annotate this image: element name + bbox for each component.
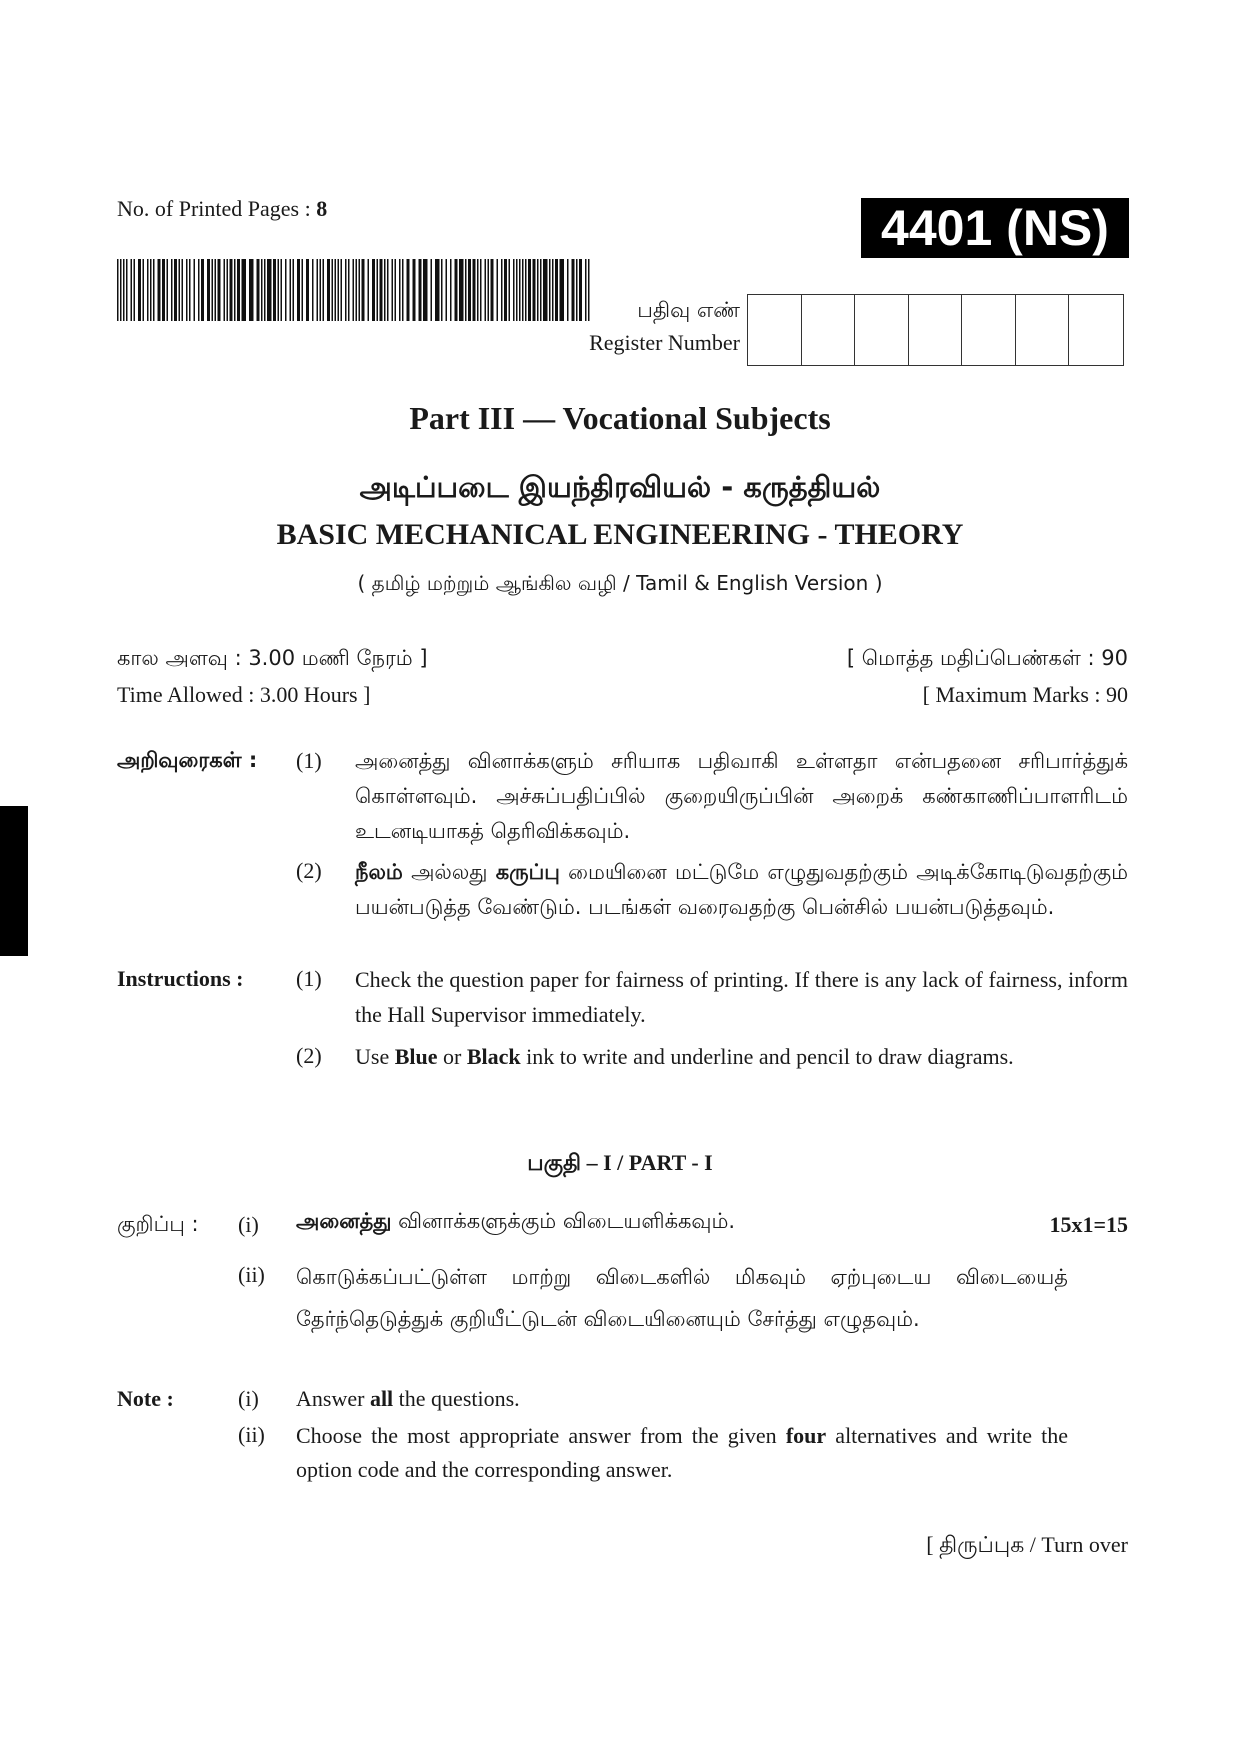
barcode-bar: [504, 259, 507, 321]
text-span: ink to write and underline and pencil to draw diagrams.: [520, 1044, 1014, 1069]
register-digit-box[interactable]: [855, 295, 909, 365]
barcode-bar: [368, 259, 370, 321]
barcode-bar: [387, 259, 389, 321]
subject-title-tamil: அடிப்படை இயந்திரவியல் - கருத்தியல்: [359, 470, 881, 504]
barcode-bar: [537, 259, 539, 321]
paper-code: 4401 (NS): [861, 198, 1129, 258]
barcode-bar: [450, 259, 452, 321]
barcode-bar: [147, 259, 149, 321]
barcode-bar: [327, 259, 330, 321]
barcode-bar: [540, 259, 542, 321]
barcode-bar: [533, 259, 536, 321]
time-allowed-tamil: கால அளவு : 3.00 மணி நேரம் ]: [117, 646, 428, 670]
barcode-bar: [522, 259, 524, 321]
barcode-bar: [281, 259, 283, 321]
barcode-bar: [143, 259, 145, 321]
barcode-bar: [399, 259, 401, 321]
barcode-bar: [549, 259, 551, 321]
text-span: Answer: [296, 1386, 370, 1411]
max-marks-english: [ Maximum Marks : 90: [922, 682, 1128, 707]
barcode-bar: [377, 259, 379, 321]
barcode-bar: [497, 259, 499, 321]
instruction-text-tamil-2: [355, 855, 1128, 925]
register-digit-box[interactable]: [802, 295, 856, 365]
note-number: (ii): [238, 1422, 265, 1447]
barcode-bar: [338, 259, 340, 321]
barcode-bar: [528, 259, 531, 321]
instruction-number: (2): [296, 1043, 322, 1068]
bold-word: Blue: [394, 1044, 438, 1069]
bold-word: கருப்பு: [495, 860, 560, 884]
barcode-bar: [395, 259, 397, 321]
barcode-bar: [162, 259, 165, 321]
barcode-bar: [332, 259, 334, 321]
barcode-bar: [126, 259, 128, 321]
register-digit-box[interactable]: [962, 295, 1016, 365]
text-span: Choose the most appropriate answer from the given: [296, 1423, 786, 1448]
barcode-bar: [509, 259, 511, 321]
instructions-label-english: Instructions :: [117, 966, 244, 991]
time-allowed-english: Time Allowed : 3.00 Hours ]: [117, 682, 371, 707]
barcode-bar: [392, 259, 394, 321]
barcode-bar: [356, 259, 358, 321]
register-digit-box[interactable]: [909, 295, 963, 365]
barcode-bar: [302, 259, 304, 321]
barcode-bar: [320, 259, 322, 321]
note-label-english: Note :: [117, 1386, 174, 1411]
printed-pages-count: 8: [316, 196, 328, 221]
part-heading-text: பகுதி – I / PART - I: [527, 1150, 713, 1175]
barcode-bar: [224, 259, 226, 321]
barcode-bar: [353, 259, 355, 321]
register-digit-box[interactable]: [1016, 295, 1070, 365]
barcode-bar: [194, 259, 196, 321]
barcode-bar: [249, 259, 254, 321]
barcode-bar: [230, 259, 233, 321]
barcode-bar: [171, 259, 173, 321]
bold-word: Black: [466, 1044, 521, 1069]
barcode-bar: [431, 259, 433, 321]
barcode-bar: [218, 259, 221, 321]
bold-word: four: [785, 1423, 827, 1448]
barcode-bar: [306, 259, 309, 321]
text-span: the questions.: [393, 1386, 520, 1411]
register-label-english: Register Number: [589, 330, 740, 355]
barcode-bar: [290, 259, 292, 321]
barcode-bar: [201, 259, 204, 321]
barcode-bar: [212, 259, 214, 321]
barcode-bar: [312, 259, 314, 321]
barcode-bar: [261, 259, 263, 321]
barcode-bar: [186, 259, 188, 321]
barcode-bar: [179, 259, 181, 321]
barcode-bar: [543, 259, 548, 321]
instruction-number: (2): [296, 858, 322, 883]
barcode-bar: [138, 259, 141, 321]
barcode-bar: [473, 259, 476, 321]
barcode-bar: [407, 259, 410, 321]
text-span: மையினை மட்டுமே எழுதுவதற்கும் அடிக்கோடிடுவதற்கும் பயன்படுத்த வேண்டும். படங்கள் வரைவதற்கு பென்சில் பயன்படுத்தவும்.: [355, 860, 1129, 919]
version-text: ( தமிழ் மற்றும் ஆங்கில வழி / Tamil & English Version ): [357, 571, 883, 595]
barcode-bar: [362, 259, 365, 321]
barcode-bar: [123, 259, 125, 321]
barcode-bar: [174, 259, 177, 321]
barcode-bar: [480, 259, 482, 321]
note-text-english-2: [296, 1419, 1068, 1487]
register-digit-box[interactable]: [748, 295, 802, 365]
barcode-bar: [488, 259, 490, 321]
barcode-bar: [501, 259, 503, 321]
barcode-bar: [491, 259, 494, 321]
barcode-bar: [317, 259, 319, 321]
bold-word: all: [369, 1386, 394, 1411]
barcode-bar: [413, 259, 416, 321]
barcode-bar: [555, 259, 558, 321]
barcode-bar: [380, 259, 383, 321]
note-number: (i): [238, 1212, 259, 1237]
register-number-boxes[interactable]: [747, 294, 1124, 366]
barcode-bar: [446, 259, 448, 321]
barcode-bar: [513, 259, 515, 321]
note-number: (i): [238, 1386, 259, 1411]
barcode-bar: [167, 259, 169, 321]
barcode-bar: [468, 259, 471, 321]
barcode-bar: [335, 259, 337, 321]
barcode-bar: [459, 259, 464, 321]
barcode-bar: [341, 259, 343, 321]
barcode-bar: [158, 259, 161, 321]
barcode-bar: [552, 259, 554, 321]
barcode-bar: [293, 259, 295, 321]
note-text-tamil-1: [296, 1209, 735, 1236]
note-number: (ii): [238, 1262, 265, 1287]
barcode-bar: [441, 259, 443, 321]
barcode-bar: [150, 259, 152, 321]
text-span: or: [437, 1044, 467, 1069]
version-line: [0, 570, 1240, 598]
barcode-bar: [345, 259, 347, 321]
barcode-bar: [402, 259, 404, 321]
turn-over-note: [ திருப்புக / Turn over: [926, 1532, 1128, 1557]
barcode-bar: [278, 259, 280, 321]
printed-pages-label: No. of Printed Pages :: [117, 196, 317, 221]
max-marks-tamil: [ மொத்த மதிப்பெண்கள் : 90: [846, 646, 1128, 670]
register-digit-box[interactable]: [1069, 295, 1123, 365]
instruction-number: (1): [296, 966, 322, 991]
instruction-text-english-2: [355, 1039, 1145, 1074]
instruction-text-english-1: Check the question paper for fairness of printing. If there is any lack of fairness, inform the Hall Supervisor immediately.: [355, 967, 1128, 1027]
barcode-bar: [264, 259, 266, 321]
barcode: [117, 259, 591, 321]
barcode-bar: [153, 259, 155, 321]
barcode-bar: [182, 259, 184, 321]
barcode-bar: [525, 259, 527, 321]
barcode-bar: [189, 259, 191, 321]
barcode-bar: [242, 259, 247, 321]
barcode-bar: [117, 259, 119, 321]
barcode-bar: [273, 259, 276, 321]
text-span: Use: [355, 1044, 395, 1069]
instruction-number: (1): [296, 748, 322, 773]
barcode-bar: [348, 259, 350, 321]
barcode-bar: [384, 259, 386, 321]
barcode-bar: [207, 259, 210, 321]
barcode-bar: [198, 259, 200, 321]
barcode-bar: [519, 259, 521, 321]
barcode-bar: [372, 259, 375, 321]
barcode-bar: [323, 259, 325, 321]
barcode-bar: [477, 259, 479, 321]
printed-pages-info: [117, 196, 327, 222]
note-text-tamil-2: கொடுக்கப்பட்டுள்ள மாற்று விடைகளில் மிகவும் ஏற்புடைய விடையைத் தேர்ந்தெடுத்துக் குறியீட்டுடன் விடையினையும் சேர்த்து எழுதவும்.: [296, 1265, 1068, 1331]
note-label-tamil: குறிப்பு :: [117, 1212, 199, 1236]
text-span: வினாக்களுக்கும் விடையளிக்கவும்.: [391, 1209, 736, 1233]
barcode-bar: [120, 259, 122, 321]
barcode-bar: [419, 259, 422, 321]
barcode-bar: [465, 259, 467, 321]
barcode-bar: [257, 259, 260, 321]
barcode-bar: [215, 259, 217, 321]
margin-marker-bar: [0, 806, 28, 956]
barcode-bar: [423, 259, 428, 321]
text-span: அல்லது: [402, 860, 496, 884]
text-span: alternatives and write the option code and the corresponding answer.: [296, 1423, 1068, 1482]
barcode-bar: [485, 259, 487, 321]
barcode-bar: [234, 259, 236, 321]
barcode-bar: [134, 259, 136, 321]
register-label-tamil: பதிவு எண்: [637, 298, 740, 322]
barcode-bar: [516, 259, 518, 321]
barcode-bar: [359, 259, 361, 321]
barcode-bar: [285, 259, 287, 321]
bold-word: அனைத்து: [296, 1209, 392, 1233]
instruction-text-tamil-1: அனைத்து வினாக்களும் சரியாக பதிவாகி உள்ளதா என்பதனை சரிபார்த்துக் கொள்ளவும். அச்சுப்பதிப்பில் குறையிருப்பின் அறைக் கண்காணிப்பாளரிடம் உடனடியாகத் தெரிவிக்கவும்.: [355, 749, 1128, 843]
barcode-bar: [227, 259, 229, 321]
barcode-bar: [297, 259, 300, 321]
part-title: Part III — Vocational Subjects: [409, 400, 831, 436]
note-text-english-1: [296, 1386, 520, 1412]
subject-title-english: BASIC MECHANICAL ENGINEERING - THEORY: [276, 518, 964, 551]
barcode-bar: [455, 259, 458, 321]
barcode-bar: [237, 259, 240, 321]
barcode-bar: [131, 259, 133, 321]
instructions-label-tamil: அறிவுரைகள் :: [117, 748, 258, 772]
barcode-bar: [267, 259, 272, 321]
part-heading: [0, 1150, 1240, 1179]
marks-scheme: 15x1=15: [1049, 1212, 1128, 1237]
bold-word: நீலம்: [355, 860, 403, 884]
barcode-bar: [435, 259, 440, 321]
